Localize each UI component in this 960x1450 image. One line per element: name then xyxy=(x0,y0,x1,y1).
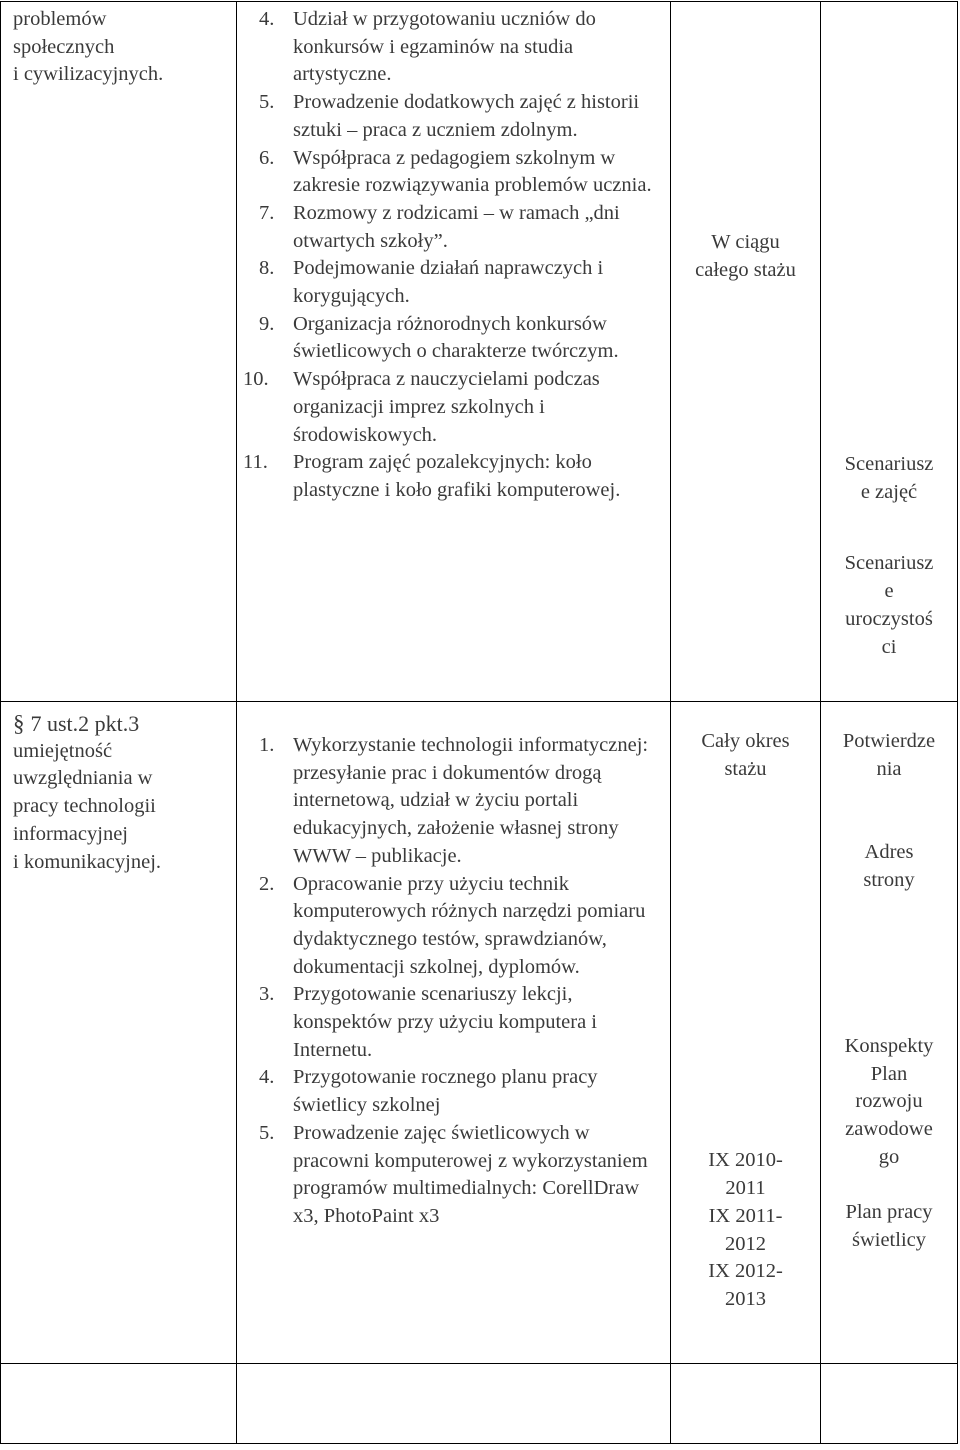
term-year: 2011 xyxy=(725,1177,766,1200)
section-heading xyxy=(13,710,228,738)
list-item: 5. Prowadzenie zajęc świetlicowych w pracowni komputerowej z wykorzystaniem programów multimedialnych: CorellDraw x3, PhotoPaint x3 xyxy=(259,1121,648,1227)
evidence-line: ci xyxy=(881,635,897,658)
term-line: W ciągu xyxy=(711,231,780,253)
evidence-line: świetlicy xyxy=(851,1229,926,1252)
evidence-line: rozwoju xyxy=(855,1090,923,1113)
evidence-line: Potwierdze xyxy=(842,730,936,752)
table-row xyxy=(1,2,958,702)
evidence-line: go xyxy=(878,1145,900,1168)
table-row xyxy=(1,1364,958,1444)
list-item: 2. Opracowanie przy użyciu technik komputerowych różnych narzędzi pomiaru dydaktycznego testów, sprawdzianów, dokumentacji szkolnej, dyplomów. xyxy=(259,872,646,978)
evidence-line: Adres xyxy=(864,841,914,864)
section-sign-icon: § xyxy=(13,711,25,736)
evidence-line: e xyxy=(884,580,894,603)
evidence-line: e zajęć xyxy=(860,480,918,503)
empty-cell xyxy=(237,1364,671,1444)
list-item: 9. Organizacja różnorodnych konkursów świetlicowych o charakterze twórczym. xyxy=(259,312,619,363)
tasks-cell xyxy=(237,702,671,1364)
evidence-cell xyxy=(821,2,958,702)
term-year: 2013 xyxy=(725,1287,766,1310)
empty-cell xyxy=(821,1364,958,1444)
evidence-line: Scenariusz xyxy=(844,453,934,475)
requirement-line: uwzględniania w xyxy=(13,767,153,790)
requirement-line: umiejętność xyxy=(13,739,113,762)
list-item: 5. Prowadzenie dodatkowych zajęć z historii sztuki – praca z uczniem zdolnym. xyxy=(259,91,640,141)
tasks-cell xyxy=(237,2,671,702)
requirement-line: społecznych xyxy=(13,35,115,58)
evidence-line: Scenariusz xyxy=(844,552,934,575)
task-list xyxy=(259,732,664,1231)
evidence-line: uroczystoś xyxy=(845,607,933,630)
requirement-line: informacyjnej xyxy=(13,822,128,845)
term-line: stażu xyxy=(724,757,767,780)
list-item: 4. Udział w przygotowaniu uczniów do konkursów i egzaminów na studia artystyczne. xyxy=(259,8,596,86)
table-row xyxy=(1,702,958,1364)
requirement-cell xyxy=(1,702,237,1364)
evidence-line: nia xyxy=(876,757,902,780)
empty-cell xyxy=(671,1364,821,1444)
evidence-line: Plan pracy xyxy=(845,1201,933,1224)
evidence-cell xyxy=(821,702,958,1364)
list-item: 8. Podejmowanie działań naprawczych i korygujących. xyxy=(259,257,604,308)
list-item: 4. Przygotowanie rocznego planu pracy świetlicy szkolnej xyxy=(259,1066,598,1117)
requirement-line: problemów xyxy=(13,8,107,30)
term-year: 2012 xyxy=(725,1232,766,1255)
list-item: 7. Rozmowy z rodzicami – w ramach „dni otwartych szkoły”. xyxy=(259,201,620,252)
section-ref: 7 ust.2 pkt.3 xyxy=(30,711,140,736)
requirement-cell xyxy=(1,2,237,702)
development-plan-table xyxy=(0,1,958,1444)
term-year: IX 2010- xyxy=(708,1149,783,1172)
evidence-line: Plan xyxy=(870,1062,908,1085)
term-cell xyxy=(671,2,821,702)
list-item: 1. Wykorzystanie technologii informatycznej: przesyłanie prac i dokumentów drogą internetową, udział w życiu portali edukacyjnych, założenie własnej strony WWW – publikacje. xyxy=(259,734,649,867)
evidence-line: zawodowe xyxy=(845,1117,933,1140)
term-year: IX 2012- xyxy=(708,1260,783,1283)
empty-cell xyxy=(1,1364,237,1444)
evidence-line: strony xyxy=(863,869,915,892)
list-item: 3. Przygotowanie scenariuszy lekcji, konspektów przy użyciu komputera i Internetu. xyxy=(259,983,598,1061)
requirement-line: pracy technologii xyxy=(13,795,156,818)
list-item: 10. Współpraca z nauczycielami podczas organizacji imprez szkolnych i środowiskowych. xyxy=(243,368,600,446)
term-cell xyxy=(671,702,821,1364)
list-item: 11. Program zajęć pozalekcyjnych: koło plastyczne i koło grafiki komputerowej. xyxy=(243,451,621,501)
term-line: całego stażu xyxy=(695,258,796,281)
list-item: 6. Współpraca z pedagogiem szkolnym w zakresie rozwiązywania problemów ucznia. xyxy=(259,146,652,197)
term-year: IX 2011- xyxy=(708,1204,783,1227)
evidence-line: Konspekty xyxy=(844,1034,934,1057)
requirement-line: i cywilizacyjnych. xyxy=(13,63,164,86)
term-line: Cały okres xyxy=(701,730,790,752)
requirement-line: i komunikacyjnej. xyxy=(13,850,162,873)
task-list xyxy=(243,6,664,505)
